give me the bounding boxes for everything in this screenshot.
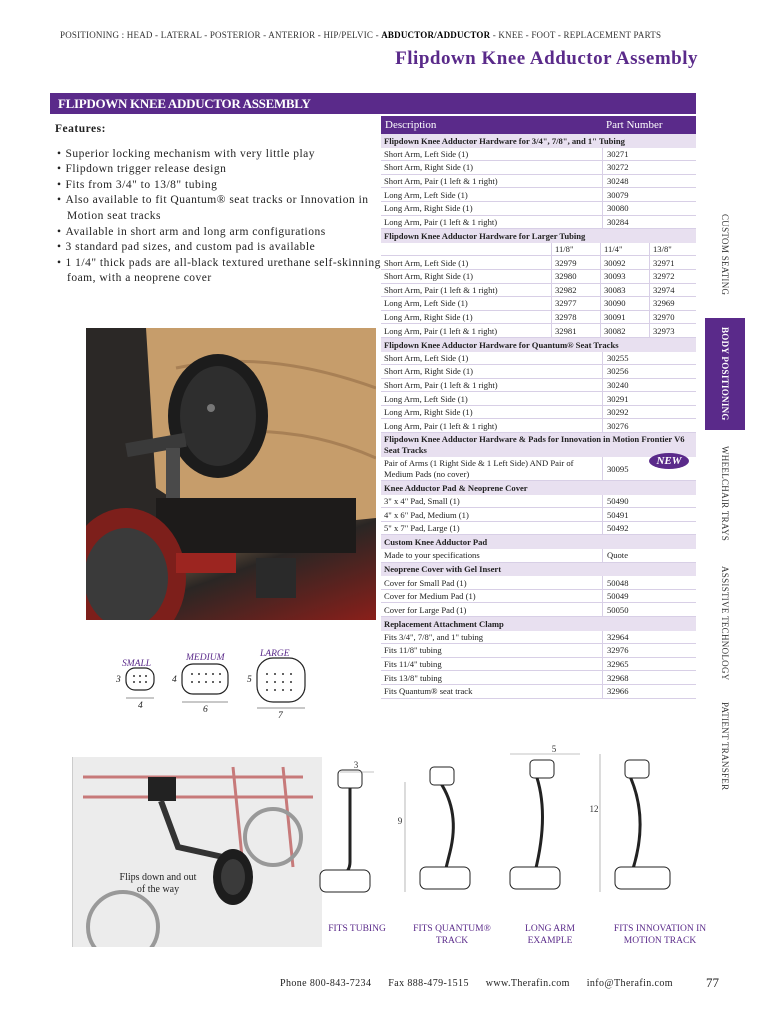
photo-caption: Flips down and out of the way — [119, 872, 197, 895]
row-description: Short Arm, Right Side (1) — [384, 366, 474, 377]
row-description: Long Arm, Left Side (1) — [384, 393, 468, 404]
footer-web[interactable]: www.Therafin.com — [485, 978, 570, 989]
table-row — [381, 631, 696, 645]
table-row — [381, 365, 696, 379]
tab-assistive-technology[interactable]: ASSISTIVE TECHNOLOGY — [720, 565, 730, 681]
pad-size-diagram — [110, 650, 310, 725]
row-description: 3" x 4" Pad, Small (1) — [384, 495, 460, 506]
row-description: Long Arm, Left Side (1) — [384, 298, 468, 309]
size-header-row — [381, 243, 696, 257]
dim-label: 12 — [589, 804, 599, 814]
size-label: 13/8" — [649, 243, 696, 256]
row-part-number: 30082 — [600, 324, 649, 337]
row-description: Short Arm, Pair (1 left & 1 right) — [384, 379, 498, 390]
row-part-number: 50491 — [602, 508, 696, 521]
row-description: Short Arm, Right Side (1) — [384, 271, 474, 282]
row-part-number: Quote — [602, 549, 696, 562]
feature-item: • 3 standard pad sizes, and custom pad is available — [55, 240, 385, 256]
row-part-number: 30272 — [602, 161, 696, 174]
tab-wheelchair-trays[interactable]: WHEELCHAIR TRAYS — [720, 446, 730, 542]
row-part-number: 30083 — [600, 284, 649, 297]
row-part-number: 50049 — [602, 590, 696, 603]
row-part-number: 32971 — [649, 256, 696, 269]
side-tabs — [705, 200, 745, 840]
nav-active: ABDUCTOR/ADDUCTOR — [381, 30, 491, 40]
knee-adductor-photo-illustration — [86, 328, 376, 620]
table-row — [381, 202, 696, 216]
row-part-number: 30292 — [602, 406, 696, 419]
table-section-title: Replacement Attachment Clamp — [381, 617, 696, 631]
row-description: Short Arm, Left Side (1) — [384, 148, 469, 159]
row-part-number: 32976 — [602, 644, 696, 657]
table-section-title: Flipdown Knee Adductor Hardware for 3/4", 7/8", and 1" Tubing — [381, 134, 696, 148]
row-part-number: 30248 — [602, 175, 696, 188]
caption-fits-tubing: FITS TUBING — [328, 924, 386, 934]
pad-large-width: 7 — [278, 711, 283, 721]
row-description: Fits 13/8" tubing — [384, 672, 442, 683]
row-part-number: 32977 — [551, 297, 600, 310]
row-description: Cover for Medium Pad (1) — [384, 591, 476, 602]
row-part-number: 50490 — [602, 495, 696, 508]
header-description: Description — [385, 119, 437, 131]
row-part-number: 30271 — [602, 148, 696, 161]
row-part-number: 30093 — [600, 270, 649, 283]
wheelchair-line-illustration — [73, 757, 322, 947]
page-title: Flipdown Knee Adductor Assembly — [395, 48, 698, 69]
new-badge: NEW — [649, 453, 689, 469]
row-part-number: 30284 — [602, 216, 696, 229]
table-row — [381, 671, 696, 685]
tab-body-positioning[interactable]: BODY POSITIONING — [705, 318, 745, 430]
row-part-number: 32969 — [649, 297, 696, 310]
feature-item: • Flipdown trigger release design — [55, 162, 385, 178]
table-row — [381, 644, 696, 658]
table-row — [381, 352, 696, 366]
row-description: 4" x 6" Pad, Medium (1) — [384, 509, 469, 520]
pad-medium-width: 6 — [203, 705, 208, 715]
pad-small-label: SMALL — [122, 659, 152, 669]
dim-label: 5 — [551, 744, 557, 754]
row-part-number: 30092 — [600, 256, 649, 269]
table-row — [381, 603, 696, 617]
row-description: Cover for Large Pad (1) — [384, 604, 467, 615]
table-row — [381, 284, 696, 298]
row-part-number: 32978 — [551, 311, 600, 324]
table-row — [381, 297, 696, 311]
parts-table — [381, 116, 696, 699]
feature-item: • Available in short arm and long arm configurations — [55, 225, 385, 241]
row-part-number: 30276 — [602, 419, 696, 432]
row-part-number: 32973 — [649, 324, 696, 337]
pad-medium-label: MEDIUM — [186, 653, 225, 663]
feature-item: • Fits from 3/4" to 13/8" tubing — [55, 178, 385, 194]
page-number: 77 — [706, 975, 719, 990]
pad-large-label: LARGE — [260, 649, 290, 659]
row-part-number: 30255 — [602, 352, 696, 365]
row-description: Long Arm, Pair (1 left & 1 right) — [384, 420, 498, 431]
table-row — [381, 148, 696, 162]
table-row — [381, 522, 696, 536]
row-description: Long Arm, Pair (1 left & 1 right) — [384, 216, 498, 227]
nav-before: POSITIONING : HEAD - LATERAL - POSTERIOR - ANTERIOR - HIP/PELVIC - — [60, 30, 379, 40]
breadcrumb-nav — [60, 30, 661, 40]
row-part-number: 32966 — [602, 685, 696, 698]
pad-large-height: 5 — [247, 675, 252, 685]
table-row — [381, 658, 696, 672]
table-row — [381, 508, 696, 522]
feature-item: • Also available to fit Quantum® seat tracks or Innovation in Motion seat tracks — [55, 193, 385, 224]
row-part-number: 32972 — [649, 270, 696, 283]
nav-after: - KNEE - FOOT - REPLACEMENT PARTS — [492, 30, 662, 40]
row-part-number: 30080 — [602, 202, 696, 215]
row-part-number: 32980 — [551, 270, 600, 283]
row-part-number: 30240 — [602, 379, 696, 392]
caption-fits-innovation: FITS INNOVATION IN MOTION TRACK — [613, 924, 707, 946]
table-section-title: Knee Adductor Pad & Neoprene Cover — [381, 481, 696, 495]
row-part-number: 32968 — [602, 671, 696, 684]
row-part-number: 32974 — [649, 284, 696, 297]
table-row — [381, 495, 696, 509]
row-part-number: 32981 — [551, 324, 600, 337]
row-part-number: 32982 — [551, 284, 600, 297]
table-section-title: Custom Knee Adductor Pad — [381, 535, 696, 549]
row-part-number: 32964 — [602, 631, 696, 644]
row-description: Short Arm, Right Side (1) — [384, 162, 474, 173]
row-description: Fits 3/4", 7/8", and 1" tubing — [384, 631, 484, 642]
table-row — [381, 576, 696, 590]
row-part-number: 32970 — [649, 311, 696, 324]
row-part-number: 50048 — [602, 576, 696, 589]
row-description: Long Arm, Left Side (1) — [384, 189, 468, 200]
row-part-number: 30090 — [600, 297, 649, 310]
table-row — [381, 324, 696, 338]
assembly-drawings — [310, 742, 705, 917]
row-description: Short Arm, Pair (1 left & 1 right) — [384, 284, 498, 295]
pad-small-height: 3 — [116, 675, 121, 685]
row-description: Fits Quantum® seat track — [384, 686, 473, 697]
dim-label: 3 — [353, 760, 359, 770]
product-photo — [86, 328, 376, 620]
footer-fax: Fax 888-479-1515 — [388, 978, 469, 989]
row-description: Made to your specifications — [384, 550, 480, 561]
table-section-title: Flipdown Knee Adductor Hardware for Larger Tubing — [381, 229, 696, 243]
size-label: 11/8" — [551, 243, 600, 256]
row-description: Cover for Small Pad (1) — [384, 577, 467, 588]
row-description: Short Arm, Left Side (1) — [384, 352, 469, 363]
table-row — [381, 175, 696, 189]
table-row — [381, 392, 696, 406]
row-description: Short Arm, Left Side (1) — [384, 257, 469, 268]
row-part-number: 50492 — [602, 522, 696, 535]
row-part-number: 30095 — [602, 457, 696, 480]
row-description: Long Arm, Right Side (1) — [384, 407, 473, 418]
tab-custom-seating[interactable]: CUSTOM SEATING — [720, 214, 730, 296]
table-row — [381, 685, 696, 699]
features-block — [55, 122, 385, 287]
table-row — [381, 270, 696, 284]
table-section-title: Flipdown Knee Adductor Hardware for Quantum® Seat Tracks — [381, 338, 696, 352]
footer-phone: Phone 800-843-7234 — [280, 978, 372, 989]
caption-fits-quantum: FITS QUANTUM® TRACK — [413, 924, 491, 946]
row-description: Long Arm, Right Side (1) — [384, 203, 473, 214]
pad-small-width: 4 — [138, 701, 143, 711]
tab-patient-transfer[interactable]: PATIENT TRANSFER — [720, 701, 730, 791]
row-description: Long Arm, Pair (1 left & 1 right) — [384, 325, 498, 336]
row-part-number: 32965 — [602, 658, 696, 671]
features-heading: Features: — [55, 123, 106, 135]
row-part-number: 32979 — [551, 256, 600, 269]
row-description: Long Arm, Right Side (1) — [384, 312, 473, 323]
row-part-number: 30091 — [600, 311, 649, 324]
table-row — [381, 256, 696, 270]
row-description: Short Arm, Pair (1 left & 1 right) — [384, 176, 498, 187]
table-section-title: Flipdown Knee Adductor Hardware & Pads for Innovation in Motion Frontier V6 Seat Tracks — [381, 433, 696, 457]
size-label: 11/4" — [600, 243, 649, 256]
table-row — [381, 419, 696, 433]
flipdown-photo — [72, 757, 322, 947]
footer-email[interactable]: info@Therafin.com — [586, 978, 673, 989]
row-description: 5" x 7" Pad, Large (1) — [384, 523, 460, 534]
section-banner: FLIPDOWN KNEE ADDUCTOR ASSEMBLY — [50, 93, 696, 114]
table-section-title: Neoprene Cover with Gel Insert — [381, 563, 696, 577]
row-description: Fits 11/4" tubing — [384, 659, 442, 670]
pad-medium-height: 4 — [172, 675, 177, 685]
table-row — [381, 379, 696, 393]
row-part-number: 50050 — [602, 603, 696, 616]
row-part-number: 30256 — [602, 365, 696, 378]
feature-item: • Superior locking mechanism with very little play — [55, 147, 385, 163]
row-part-number: 30079 — [602, 188, 696, 201]
table-row — [381, 406, 696, 420]
feature-item: • 1 1/4" thick pads are all-black textured urethane self-skinning foam, with a neoprene cover — [55, 256, 385, 287]
row-description: Pair of Arms (1 Right Side & 1 Left Side) AND Pair of Medium Pads (no cover) — [384, 457, 574, 479]
footer-contact — [280, 978, 687, 989]
table-row — [381, 590, 696, 604]
table-row — [381, 216, 696, 230]
table-row — [381, 549, 696, 563]
dim-label: 9 — [397, 816, 403, 826]
table-row — [381, 188, 696, 202]
table-row — [381, 161, 696, 175]
row-part-number: 30291 — [602, 392, 696, 405]
table-header — [381, 116, 696, 134]
row-description: Fits 11/8" tubing — [384, 645, 442, 656]
caption-long-arm: LONG ARM EXAMPLE — [525, 924, 575, 946]
table-row — [381, 311, 696, 325]
header-part-number: Part Number — [606, 119, 663, 131]
